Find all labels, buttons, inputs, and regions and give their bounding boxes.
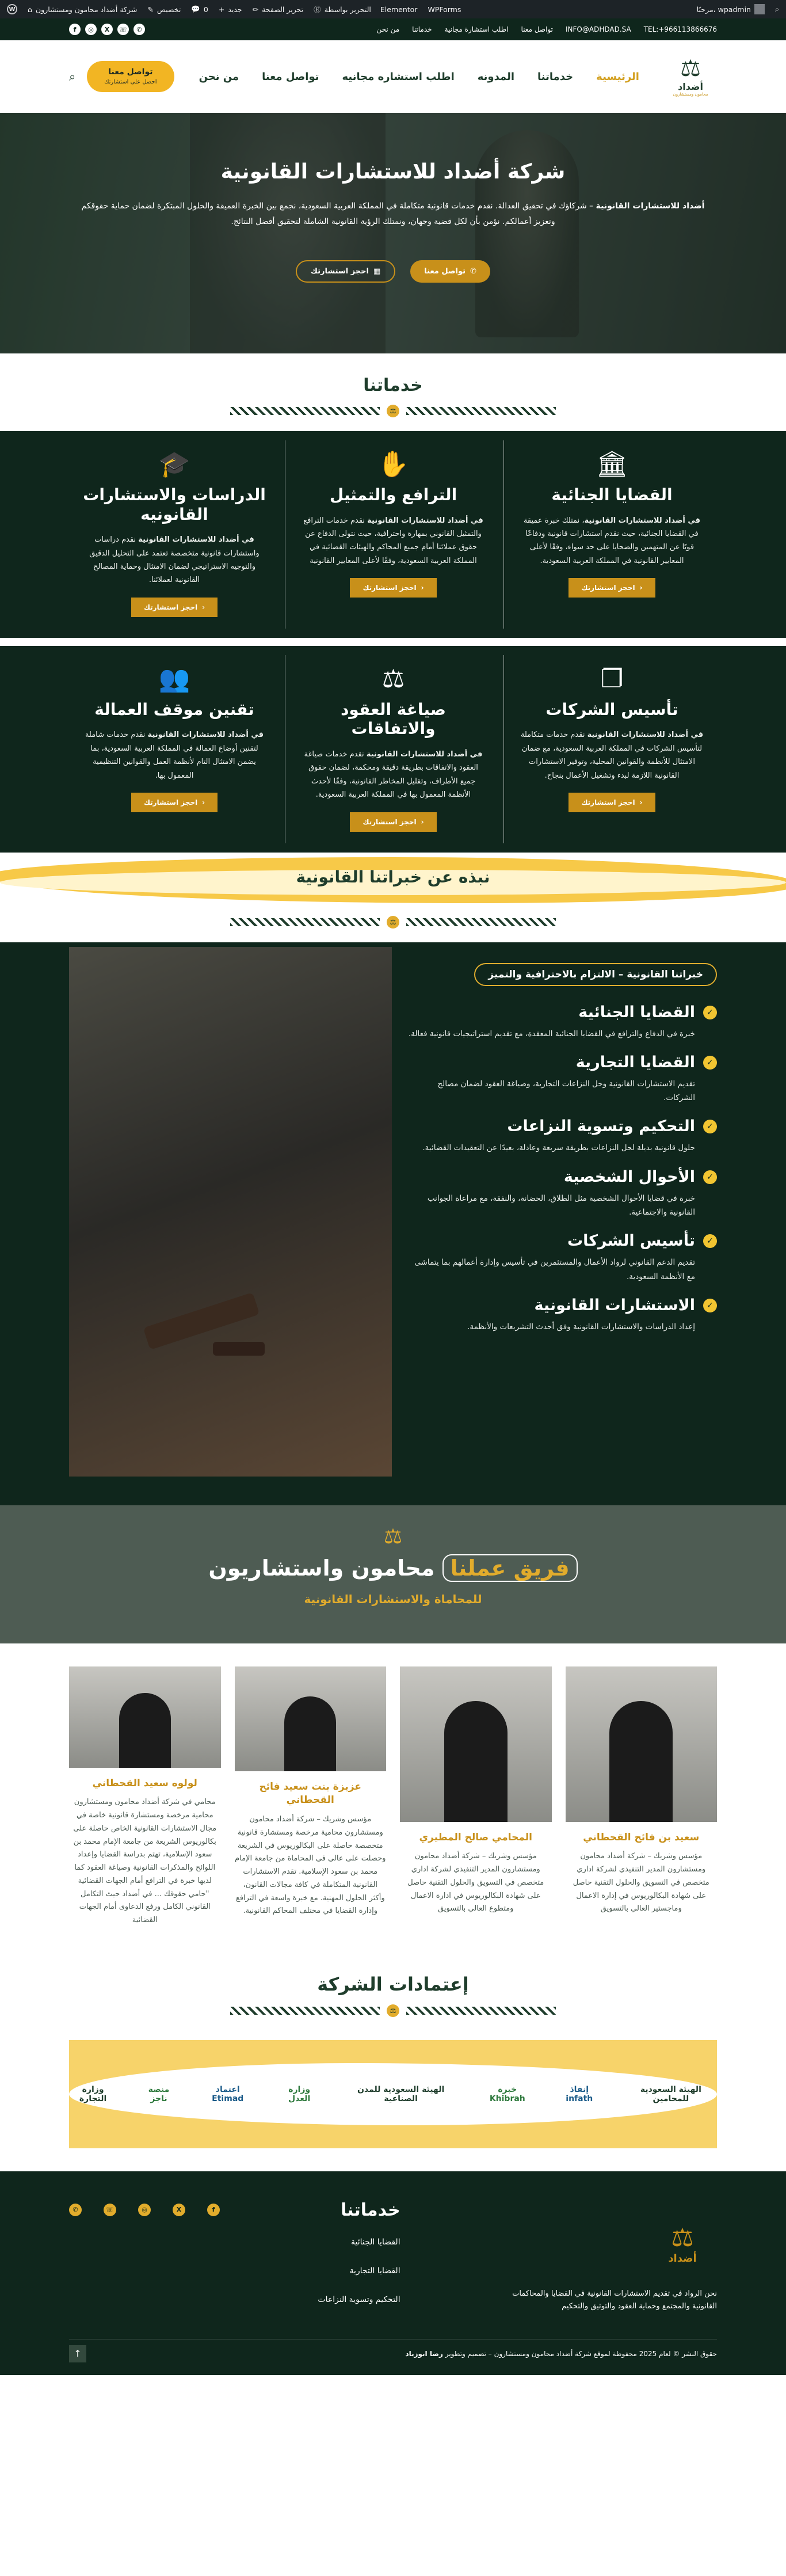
title-ornament (69, 2004, 717, 2017)
book-consultation-button[interactable]: ‹ احجز استشارتك (131, 598, 218, 617)
chevron-left-icon: ‹ (202, 603, 205, 611)
accreditations-banner (69, 2040, 717, 2148)
scales-icon: ⚖ (383, 1524, 403, 1548)
partner-logo: وزارة العدل (288, 2084, 311, 2103)
admin-new[interactable]: + جديد (218, 5, 242, 14)
top-info-bar (0, 18, 786, 40)
member-photo (69, 1666, 221, 1768)
footer-socials (69, 2204, 220, 2324)
graduate-icon: 🎓 (158, 450, 190, 479)
wordpress-icon: W (7, 4, 17, 14)
team-member-card (235, 1666, 387, 1927)
check-icon: ✓ (703, 1120, 717, 1133)
x-icon[interactable]: X (101, 24, 113, 35)
ornament-stripe (230, 2007, 380, 2015)
footer-services-title: خدماتنا (341, 2200, 400, 2220)
expertise-item: ✓ القضايا التجارية تقديم الاستشارات القانونية وحل النزاعات التجارية، وصياغة العقود لضمان مصالح الشركات. (406, 1053, 717, 1105)
expertise-wave-band (0, 853, 786, 916)
team-member-card (400, 1666, 552, 1927)
ornament-stripe (230, 407, 380, 415)
nav-about[interactable]: من نحن (199, 70, 239, 83)
chevron-left-icon: ‹ (202, 798, 205, 806)
chevron-left-icon: ‹ (639, 798, 643, 806)
services-title: خدماتنا (363, 375, 423, 395)
team-subtitle: للمحاماة والاستشارات القانونية (304, 1592, 482, 1606)
home-icon: ⌂ (28, 5, 32, 14)
scales-icon: ⚖ (387, 405, 399, 417)
expertise-item: ✓ تأسيس الشركات تقديم الدعم القانوني لرواد الأعمال والمستثمرين في تأسيس وإدارة أعمالهم بما يتماشى مع الأنظمة السعودية. (406, 1232, 717, 1284)
person-silhouette (444, 1701, 508, 1822)
member-photo (566, 1666, 718, 1822)
scales-icon: ⚖ (381, 664, 405, 694)
facebook-icon[interactable]: f (69, 24, 81, 35)
team-members (0, 1643, 786, 1956)
admin-account[interactable]: مرحبًا، wpadmin (697, 4, 765, 14)
admin-search[interactable] (775, 5, 779, 14)
service-card: 🏛 القضايا الجنائية في أضداد للاستشارات القانونية، نمتلك خبرة عميقة في القضايا الجنائية، حيث نقدم استشارات قانونية ودفاعًا قويًا عن المتهمين والضحايا على حد سواء، وفقًا لأعلى المعايير القانونية في المملكة العربية السعودية. ‹ احجز استشارتك (503, 440, 720, 629)
topbar-link[interactable]: اطلب استشارة مجانية (444, 25, 509, 33)
team-member-card (566, 1666, 718, 1927)
book-consultation-button[interactable]: ‹ احجز استشارتك (350, 578, 436, 598)
scroll-to-top-button[interactable] (69, 2345, 86, 2362)
title-ornament (0, 405, 786, 417)
plus-icon: + (218, 5, 225, 14)
accreditations-section (0, 1956, 786, 2171)
hero-content (0, 113, 786, 283)
expertise-image (69, 947, 392, 1477)
check-icon: ✓ (703, 1170, 717, 1184)
partner-logo: وزارة التجارة (79, 2084, 107, 2103)
footer-service-link[interactable]: التحكيم وتسوية النزاعات (318, 2295, 400, 2304)
admin-site-name[interactable]: ⌂ شركة أضداد محامون ومستشارون (28, 5, 138, 14)
topbar-link[interactable]: خدماتنا (412, 25, 432, 33)
check-icon: ✓ (703, 1056, 717, 1070)
member-bio: مؤسس وشريك – شركة أضداد محامون ومستشارون المدير التنفيذي لشركة اداري متخصص في التسويق والحلول التقنية حاصل على شهادة البكالوريوس في ادارة الاعمال ومتطوع العالي بالتسويق (407, 1852, 544, 1913)
team-member-card (69, 1666, 221, 1927)
partner-logo: الهيئة السعودية للمحامين (640, 2084, 701, 2103)
footer-copyright: حقوق النشر © لعام 2025 محفوظة لموقع شركة أضداد محامون ومستشارون – تصميم وتطوير رضا ابوزياد (69, 2339, 717, 2358)
calendar-icon: ▦ (373, 267, 381, 276)
member-name: سعيد بن فائح القحطاني (583, 1831, 700, 1843)
search-icon[interactable]: ⌕ (69, 70, 76, 83)
header-actions (69, 61, 174, 92)
handshake-icon: ✋ (377, 450, 409, 479)
footer-service-link[interactable]: القضايا التجارية (349, 2266, 400, 2276)
gavel-base-shape (213, 1342, 265, 1356)
service-card: 🎓 الدراسات والاستشارات القانونيه في أضداد للاستشارات القانونية نقدم دراسات واستشارات قانونية متخصصة تعتمد على التحليل الدقيق والتوجيه الاستراتيجي لضمان الامتثال وحماية المصالح القانونية لعملائنا. ‹ احجز استشارتك (66, 440, 283, 629)
person-silhouette (284, 1696, 336, 1771)
check-icon: ✓ (703, 1234, 717, 1248)
member-photo (235, 1666, 387, 1771)
developer-link[interactable]: رضا ابوزياد (405, 2349, 443, 2358)
footer-services (318, 2200, 400, 2324)
services-row-1 (0, 431, 786, 638)
service-card: 👥 تقنين موقف العمالة في أضداد للاستشارات القانونية نقدم خدمات شاملة لتقنين أوضاع العمالة في المملكة العربية السعودية، بما يضمن الامتثال التام لأنظمة العمل والقوانين التنظيمية المعمول بها. ‹ احجز استشارتك (66, 655, 283, 843)
services-row-2 (0, 646, 786, 853)
contact-cta-button[interactable]: تواصل معنا احصل على استشارتك (87, 61, 174, 92)
facebook-icon[interactable]: f (207, 2204, 220, 2216)
partner-logo: إنفاذ infath (566, 2084, 593, 2103)
partner-logos (69, 2063, 717, 2125)
topbar-contact (377, 25, 717, 33)
book-consultation-button[interactable]: ‹ احجز استشارتك (131, 793, 218, 812)
instagram-icon[interactable]: ◎ (138, 2204, 151, 2216)
member-name: عزيزة بنت سعيد فائح القحطاني (259, 1780, 361, 1806)
hero-contact-button[interactable]: ✆ تواصل معنا (410, 260, 490, 283)
hero-consult-button[interactable]: ▦ احجز استشارتك (296, 260, 395, 283)
title-ornament (0, 916, 786, 929)
admin-comments[interactable]: 💬 0 (191, 5, 208, 14)
member-bio: مؤسس وشريك – شركة أضداد محامون ومستشارون محامية مرخصة ومستشارة قانونية متخصصة حاصلة على البكالوريوس في الشريعة وحصلت على عالي في المحاماة من جامعة الإمام محمد بن سعود الإسلامية. تقدم الاستشارات القانونية المتكاملة في كافة مجالات القانون، وأكثر الحلول المهنية. مع خبرة واسعة في الترافع وإدارة القضايا في مختلف المحاكم القانونية. (235, 1815, 386, 1916)
nav-blog[interactable]: المدونه (477, 70, 515, 83)
expertise-item: ✓ التحكيم وتسوية النزاعات حلول قانونية بديلة لحل النزاعات بطريقة سريعة وعادلة، بعيدًا عن التعقيدات القضائية. (406, 1117, 717, 1155)
site-header (0, 40, 786, 113)
wp-logo-menu[interactable] (7, 4, 17, 14)
ornament-stripe (406, 2007, 556, 2015)
gavel-shape (143, 1292, 260, 1350)
member-name: لولوه سعيد القحطاني (92, 1777, 197, 1789)
person-silhouette (609, 1701, 673, 1822)
topbar-link[interactable]: تواصل معنا (521, 25, 553, 33)
file-copy-icon: ❐ (600, 664, 624, 694)
nav-free-consultation[interactable]: اطلب استشاره مجانيه (342, 70, 455, 83)
team-title: فريق عملنا محامون واستشاريون (0, 1555, 786, 1581)
whatsapp-icon[interactable]: ✆ (133, 24, 145, 35)
nav-services[interactable]: خدماتنا (537, 70, 574, 83)
member-photo (400, 1666, 552, 1822)
brush-icon: ✎ (147, 5, 154, 14)
accreditations-title: إعتمادات الشركة (317, 1973, 469, 1995)
team-heading (0, 1505, 786, 1643)
footer-service-link[interactable]: القضايا الجنائية (351, 2237, 400, 2247)
site-footer (0, 2171, 786, 2375)
phone-icon[interactable]: ☏ (117, 24, 129, 35)
chevron-left-icon: ‹ (421, 584, 424, 592)
landmark-icon: 🏛 (596, 450, 628, 479)
member-bio: مؤسس وشريك – شركة أضداد محامون ومستشارون المدير التنفيذي لشركة اداري متخصص في التسويق والحلول التقنية حاصل على شهادة البكالوريوس في إدارة الاعمال وماجستير العالي بالتسويق (573, 1852, 709, 1913)
expertise-list (406, 947, 717, 1477)
hero-title: شركة أضداد للاستشارات القانونية (220, 160, 566, 184)
scales-icon: ⚖ (671, 2223, 694, 2252)
footer-brand (498, 2200, 717, 2324)
hero-description: أضداد للاستشارات القانونية – شركاؤك في تحقيق العدالة. نقدم خدمات قانونية متكاملة في المملكة العربية السعودية، نجمع بين الخبرة العميقة والحلول المبتكرة لضمان حماية حقوقكم وتعزيز أعمالكم. نؤمن بأن لكل قضية وجهان، ونمتلك الرؤية القانونية الشاملة لتحقيق أفضل النتائج. (81, 201, 705, 226)
ornament-stripe (230, 918, 380, 926)
scales-icon: ⚖ (680, 55, 701, 82)
services-divider (0, 638, 786, 646)
comment-icon: 💬 (191, 5, 200, 13)
partner-logo: الهيئة السعودية للمدن الصناعية (357, 2084, 445, 2103)
check-icon: ✓ (703, 1006, 717, 1019)
service-card: ⚖ صياغة العقود والاتفاقات في أضداد للاستشارات القانونية نقدم خدمات صياغة العقود والاتفاقات بطريقة دقيقة ومحكمة، لضمان حقوق جميع الأطراف، وتقليل المخاطر القانونية، وفقًا لأحدث الأنظمة المعمول بها في المملكة العربية السعودية. ‹ احجز استشارتك (285, 655, 501, 843)
main-nav (199, 71, 639, 83)
hero-buttons (69, 260, 717, 283)
nav-home[interactable]: الرئيسية (596, 70, 639, 83)
admin-customize[interactable]: ✎ تخصيص (147, 5, 181, 14)
person-silhouette (119, 1693, 171, 1768)
expertise-band-title: نبذه عن خبراتنا القانونية (296, 867, 490, 886)
admin-wpforms[interactable]: WPForms (428, 5, 461, 14)
member-bio: محامي في شركة أضداد محامون ومستشارون محامية مرخصة ومستشارة قانونية خاصة في مجال الاستشارات القانونية الخاص حاصلة على بكالوريوس الشريعة من جامعة الإمام محمد بن سعود الإسلامية، تهتم بدراسة القضايا وإعداد اللوائح والمذكرات القانونية وصياغة العقود كما لديها خبرة في الترافع أمام الجهات القضائية "حامي حقوقك ... في أضداد حيث التكامل القانوني الكامل ورفع الدعاوى أمام الجهات القضائية (73, 1798, 217, 1925)
scales-icon: ⚖ (387, 916, 399, 929)
wp-admin-bar (0, 0, 786, 18)
x-icon[interactable]: X (173, 2204, 185, 2216)
expertise-ornament-wrap (0, 916, 786, 942)
book-consultation-button[interactable]: ‹ احجز استشارتك (568, 793, 655, 812)
hero-section (0, 113, 786, 353)
whatsapp-icon: ✆ (470, 267, 476, 276)
topbar-email[interactable]: INFO@ADHDAD.SA (566, 25, 631, 33)
users-icon: 👥 (158, 664, 190, 694)
topbar-phone[interactable]: TEL:+966113866676 (643, 25, 717, 33)
phone-icon[interactable]: ☏ (104, 2204, 116, 2216)
services-heading (0, 353, 786, 431)
expertise-item: ✓ الأحوال الشخصية خبرة في قضايا الأحوال الشخصية مثل الطلاق، الحضانة، والنفقة، مع مراعاة الجوانب القانونية والاجتماعية. (406, 1168, 717, 1220)
scales-icon: ⚖ (387, 2004, 399, 2017)
elementor-icon: Ⓔ (314, 5, 321, 14)
member-name: المحامي صالح المطيري (419, 1831, 532, 1843)
admin-elementor[interactable]: Ⓔ التحرير بواسطة Elementor (314, 5, 418, 14)
footer-about: نحن الرواد في تقديم الاستشارات القانونية في القضايا والمحاكمات القانونية والمجتمع وحماية العقود والتوثيق والتحكيم (512, 2289, 717, 2311)
search-icon: ⌕ (774, 5, 779, 13)
whatsapp-icon[interactable]: ✆ (69, 2204, 82, 2216)
instagram-icon[interactable]: ◎ (85, 24, 97, 35)
expertise-section (0, 942, 786, 1505)
partner-logo: اعتماد Etimad (212, 2084, 244, 2103)
chevron-left-icon: ‹ (421, 817, 424, 826)
footer-logo[interactable]: ⚖ أضداد (648, 2223, 717, 2265)
book-consultation-button[interactable]: ‹ احجز استشارتك (350, 812, 436, 832)
partner-logo: منصة ناجز (148, 2084, 170, 2103)
partner-logo: خبرة Khibrah (489, 2084, 525, 2103)
service-card: ✋ الترافع والتمثيل في أضداد للاستشارات القانونية نقدم خدمات الترافع والتمثيل القانوني بمهارة واحترافية، حيث نتولى الدفاع عن حقوق عملائنا أمام جميع المحاكم والهيئات القضائية في المملكة العربية السعودية، وفقًا لأعلى المعايير القانونية ‹ احجز استشارتك (285, 440, 501, 629)
arrow-up-icon: ↑ (74, 2348, 82, 2360)
user-icon (754, 4, 765, 14)
ornament-stripe (406, 407, 556, 415)
chevron-left-icon: ‹ (639, 584, 643, 592)
expertise-item: ✓ القضايا الجنائية خبرة في الدفاع والترافع في القضايا الجنائية المعقدة، مع تقديم استراتيجيات قانونية فعالة. (406, 1003, 717, 1041)
topbar-link[interactable]: من نحن (376, 25, 400, 33)
service-card: ❐ تأسيس الشركات في أضداد للاستشارات القانونية نقدم خدمات متكاملة لتأسيس الشركات في المملكة العربية السعودية، مع ضمان الامتثال للأنظمة والقوانين المحلية، وتوفير الاستشارات القانونية اللازمة لبدء وتشغيل الأعمال بنجاح. ‹ احجز استشارتك (503, 655, 720, 843)
admin-edit-page[interactable]: ✏ تحرير الصفحة (252, 5, 304, 14)
topbar-socials (69, 24, 145, 35)
pencil-icon: ✏ (252, 5, 259, 14)
ornament-stripe (406, 918, 556, 926)
check-icon: ✓ (703, 1299, 717, 1312)
expertise-pill: خبراتنا القانونية – الالتزام بالاحترافية والتميز (474, 963, 717, 986)
expertise-item: ✓ الاستشارات القانونية إعداد الدراسات والاستشارات القانونية وفق أحدث التشريعات والأنظمة. (406, 1296, 717, 1334)
nav-contact[interactable]: تواصل معنا (262, 70, 319, 83)
site-logo[interactable]: ⚖ أضداد محامون ومستشارون (673, 55, 708, 97)
book-consultation-button[interactable]: ‹ احجز استشارتك (568, 578, 655, 598)
